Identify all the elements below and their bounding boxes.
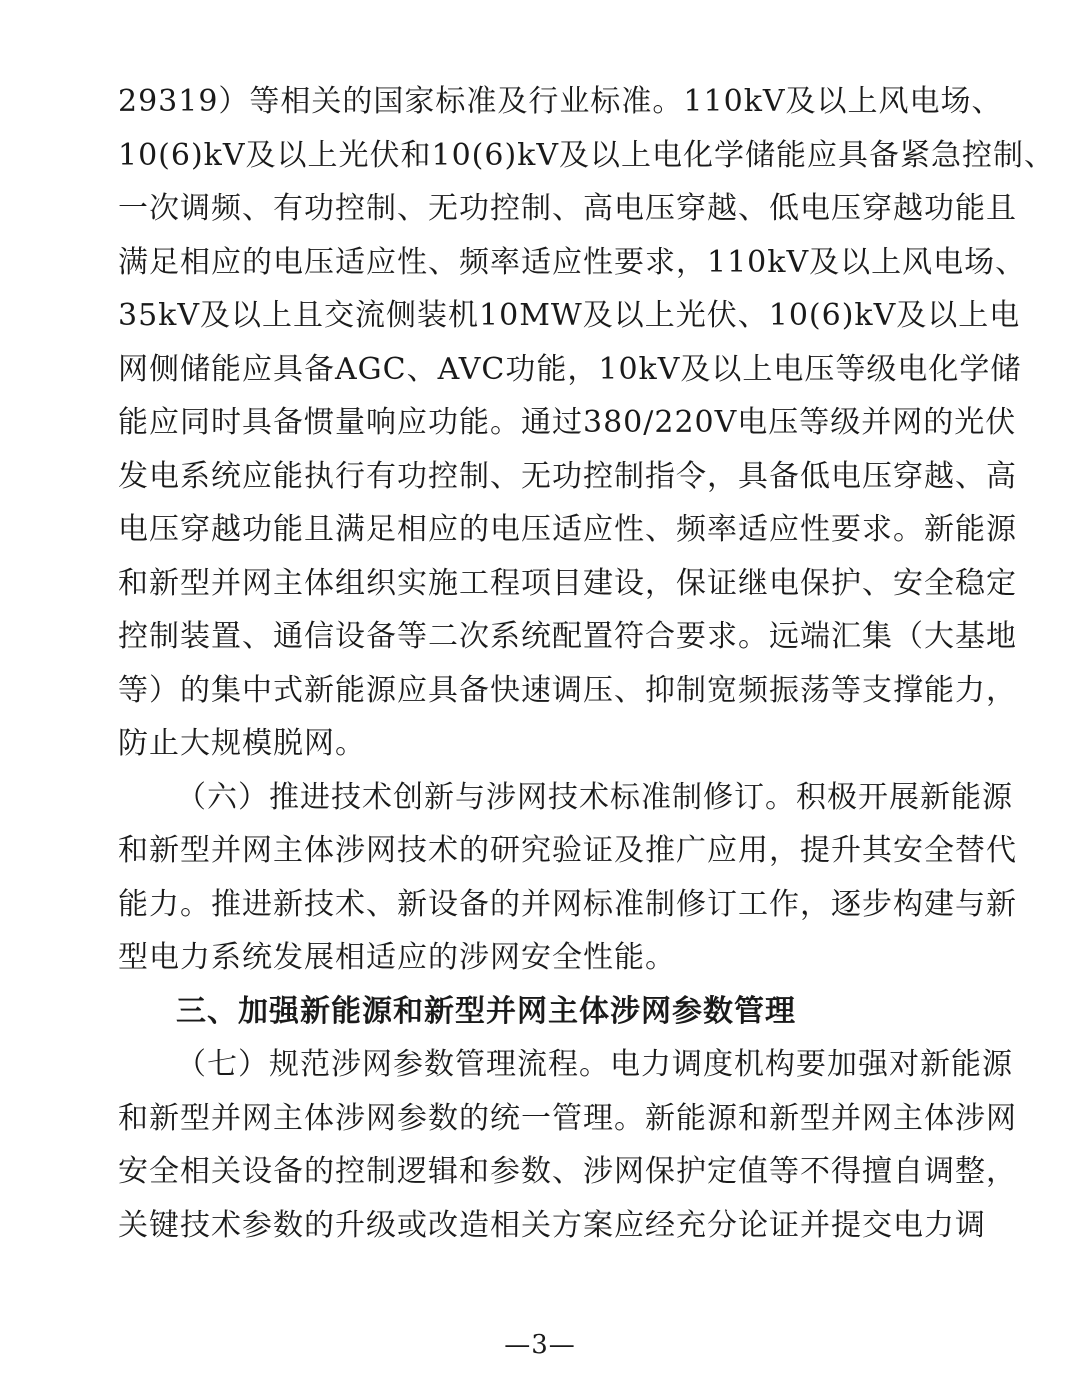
text-line: 电压穿越功能且满足相应的电压适应性、频率适应性要求。新能源 [118, 512, 1017, 547]
text-line: 网侧储能应具备AGC、AVC功能，10kV及以上电压等级电化学储 [118, 351, 1022, 387]
text-line: 控制装置、通信设备等二次系统配置符合要求。远端汇集（大基地 [118, 619, 1017, 654]
text-line: 和新型并网主体组织实施工程项目建设，保证继电保护、安全稳定 [118, 565, 1017, 601]
text-line: 10(6)kV及以上光伏和10(6)kV及以上电化学储能应具备紧急控制、 [118, 137, 1056, 173]
text-line: 满足相应的电压适应性、频率适应性要求，110kV及以上风电场、 [118, 244, 1027, 280]
text-line: 等）的集中式新能源应具备快速调压、抑制宽频振荡等支撑能力， [118, 672, 1017, 708]
document-body [118, 75, 1056, 1252]
text-line: 一次调频、有功控制、无功控制、高电压穿越、低电压穿越功能且 [118, 191, 1017, 226]
text-line: 关键技术参数的升级或改造相关方案应经充分论证并提交电力调 [118, 1207, 986, 1243]
text-line: 防止大规模脱网。 [118, 726, 366, 761]
section-three-heading: 三、加强新能源和新型并网主体涉网参数管理 [176, 993, 796, 1029]
text-line: 安全相关设备的控制逻辑和参数、涉网保护定值等不得擅自调整， [118, 1154, 1017, 1189]
section-seven-heading-line: （七）规范涉网参数管理流程。电力调度机构要加强对新能源 [176, 1047, 1013, 1082]
section-six-heading-line: （六）推进技术创新与涉网技术标准制修订。积极开展新能源 [176, 779, 1013, 815]
text-line: 和新型并网主体涉网参数的统一管理。新能源和新型并网主体涉网 [118, 1100, 1017, 1136]
text-line: 和新型并网主体涉网技术的研究验证及推广应用，提升其安全替代 [118, 833, 1017, 868]
text-line: 型电力系统发展相适应的涉网安全性能。 [118, 940, 676, 975]
text-line: 能力。推进新技术、新设备的并网标准制修订工作，逐步构建与新 [118, 886, 1017, 922]
text-line: 发电系统应能执行有功控制、无功控制指令，具备低电压穿越、高 [118, 458, 1017, 494]
page-number: —3— [504, 1330, 576, 1360]
text-line: 能应同时具备惯量响应功能。通过380/220V电压等级并网的光伏 [118, 405, 1017, 440]
text-line: 29319）等相关的国家标准及行业标准。110kV及以上风电场、 [118, 84, 1003, 119]
text-line: 35kV及以上且交流侧装机10MW及以上光伏、10(6)kV及以上电 [118, 298, 1021, 333]
